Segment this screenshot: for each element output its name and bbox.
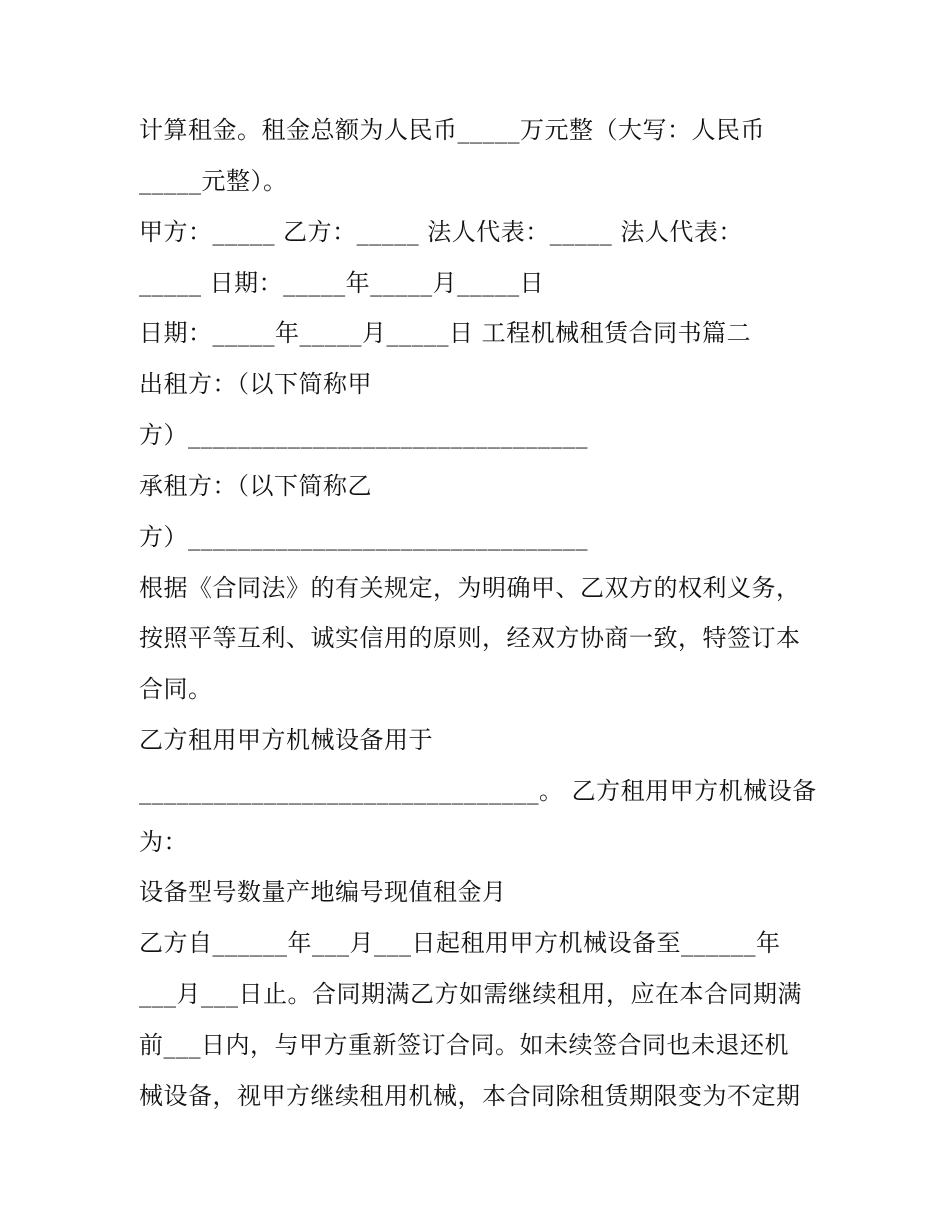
text-line: 械设备，视甲方继续租用机械，本合同除租赁期限变为不定期 xyxy=(139,1082,801,1110)
text-line: 设备型号数量产地编号现值租金月 xyxy=(139,878,507,906)
text-line: 按照平等互利、诚实信用的原则，经双方协商一致，特签订本 xyxy=(139,624,801,652)
text-line: _____元整）。 xyxy=(139,167,288,195)
text-line: 根据《合同法》的有关规定，为明确甲、乙双方的权利义务， xyxy=(139,574,801,602)
text-line: 为： xyxy=(139,828,188,856)
text-line: 合同。 xyxy=(139,675,213,703)
text-line: 出租方：（以下简称甲 xyxy=(139,370,372,398)
text-line: 日期：_____年_____月_____日 工程机械租赁合同书篇二 xyxy=(139,319,752,347)
text-line: 前___日内，与甲方重新签订合同。如未续签合同也未退还机 xyxy=(139,1031,789,1059)
text-line: 方）________________________________ xyxy=(139,421,588,449)
text-line: 乙方自______年___月___日起租用甲方机械设备至______年 xyxy=(139,929,781,957)
text-line: 甲方：_____ 乙方：_____ 法人代表：_____ 法人代表： xyxy=(139,218,743,246)
text-line: ___月___日止。合同期满乙方如需继续租用，应在本合同期满 xyxy=(139,980,802,1008)
text-line: ________________________________。 乙方租用甲方机械设备 xyxy=(139,777,817,805)
text-line: 乙方租用甲方机械设备用于 xyxy=(139,726,433,754)
text-line: _____ 日期：_____年_____月_____日 xyxy=(139,269,545,297)
text-line: 计算租金。租金总额为人民币_____万元整（大写：人民币 xyxy=(139,116,765,144)
text-line: 承租方：（以下简称乙 xyxy=(139,472,372,500)
text-line: 方）________________________________ xyxy=(139,523,588,551)
